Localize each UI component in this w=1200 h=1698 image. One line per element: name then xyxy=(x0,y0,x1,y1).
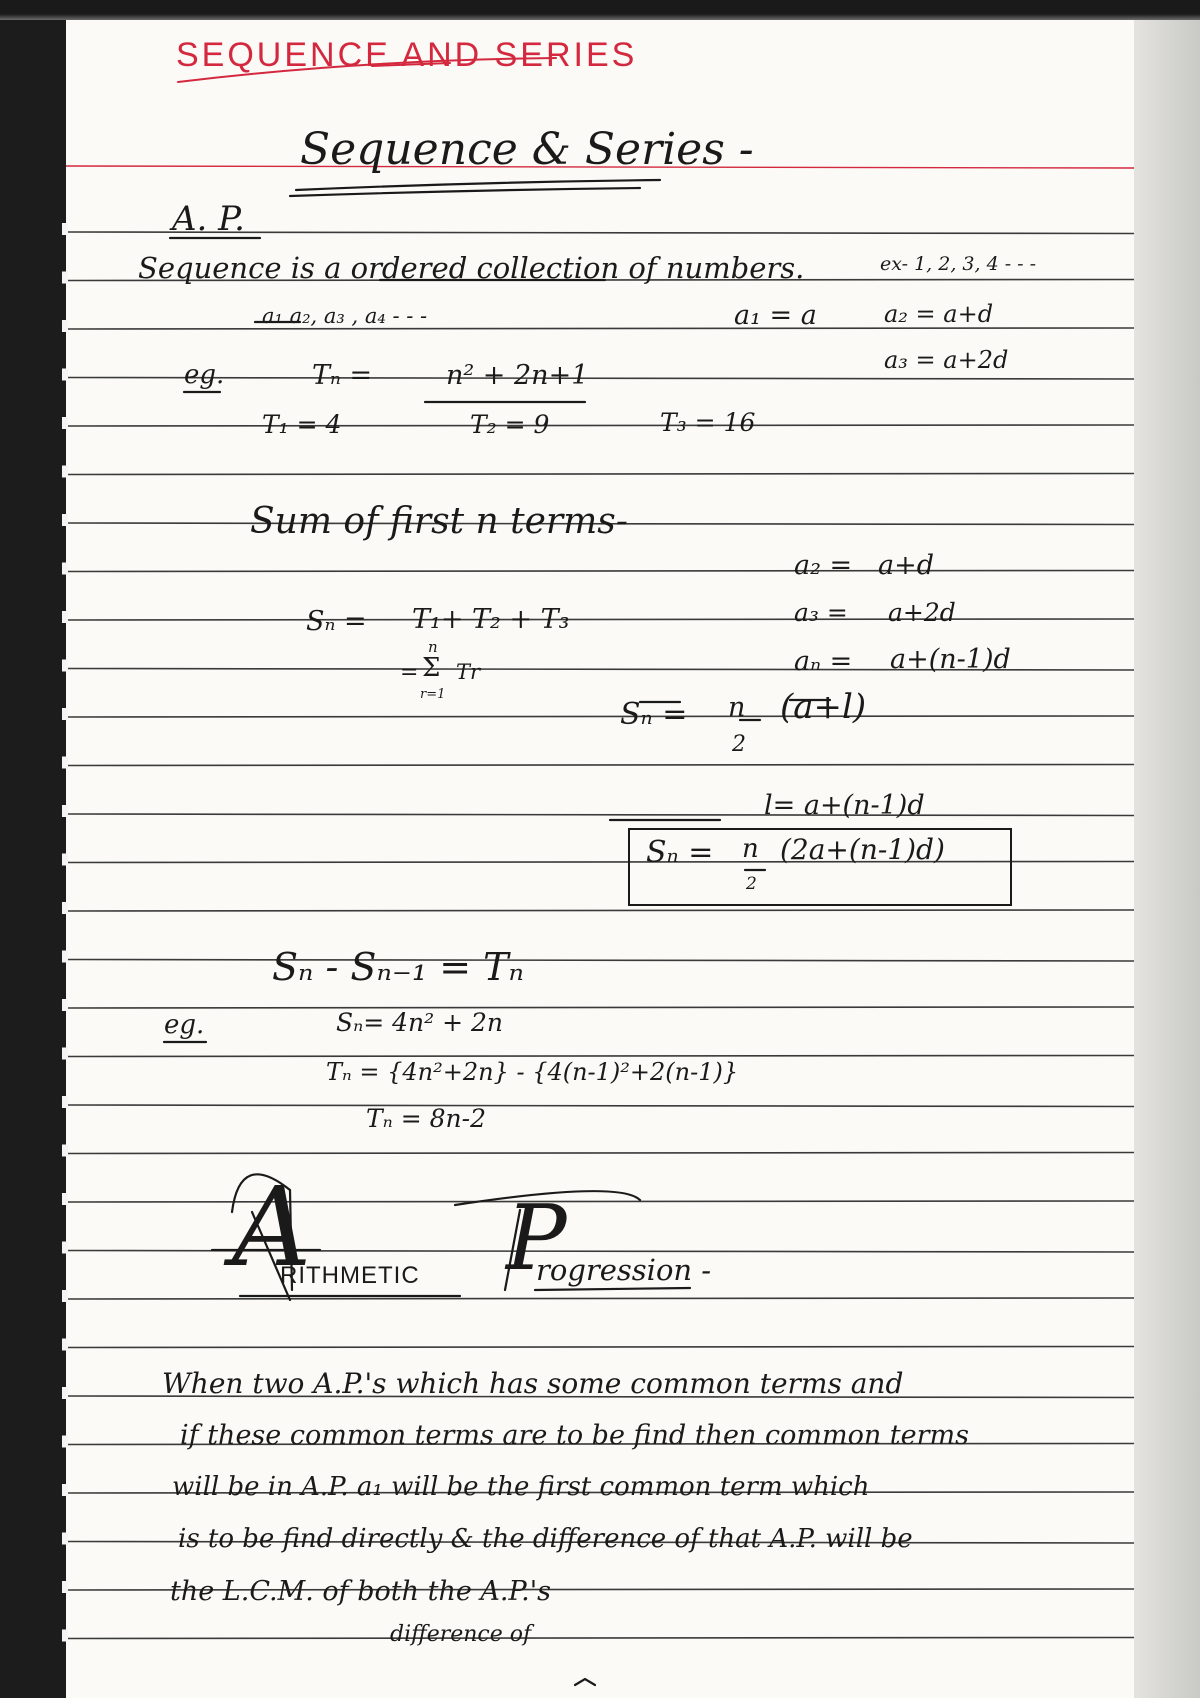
a3-label: a₃ = xyxy=(794,598,848,627)
terms-list: a₁ a₂, a₃ , a₄ - - - xyxy=(262,304,428,328)
tn-result: Tₙ = 8n-2 xyxy=(366,1104,487,1133)
ap-heading-rithmetic: RITHMETIC xyxy=(280,1262,420,1289)
sigma-term: Tr xyxy=(456,660,481,684)
header-title: SEQUENCE AND SERIES xyxy=(176,36,638,74)
a3-value: a+2d xyxy=(888,598,956,627)
sum-heading: Sum of first n terms- xyxy=(250,501,628,542)
sigma-upper: n xyxy=(428,638,438,656)
sn-formula-lhs: Sₙ = xyxy=(620,697,688,732)
paragraph-line-4: is to be find directly & the difference of that A.P. will be xyxy=(178,1524,913,1554)
definition-text: Sequence is a ordered collection of numbers. xyxy=(138,251,805,285)
a2-value: a+d xyxy=(878,550,935,581)
an-label: aₙ = xyxy=(794,646,853,677)
tn-derivation: Tₙ = {4n²+2n} - {4(n-1)²+2(n-1)} xyxy=(326,1058,739,1086)
boxed-sn-lhs: Sₙ = xyxy=(646,835,714,870)
sn-expression: T₁+ T₂ + T₃ xyxy=(412,604,570,635)
a2-formula-top: a₂ = a+d xyxy=(884,300,994,328)
ap-heading-big-p: P xyxy=(506,1186,567,1291)
sn-formula-num: n xyxy=(728,692,746,723)
insert-caret xyxy=(575,1679,595,1685)
ap-heading-big-a: A xyxy=(232,1163,312,1291)
a2-label: a₂ = xyxy=(794,550,853,581)
sigma-lower: r=1 xyxy=(420,687,446,702)
t2-value: T₂ = 9 xyxy=(470,410,550,439)
sn-label: Sₙ = xyxy=(306,606,367,637)
sn-formula-rhs: (a+l) xyxy=(780,687,867,727)
boxed-sn-den: 2 xyxy=(746,874,757,894)
paragraph-line-2: if these common terms are to be find then common terms xyxy=(180,1420,969,1451)
t1-value: T₁ = 4 xyxy=(262,410,342,439)
example2-label: eg. xyxy=(164,1010,205,1040)
paragraph-line-5: the L.C.M. of both the A.P.'s xyxy=(170,1576,552,1607)
page-title: Sequence & Series - xyxy=(300,124,754,175)
tn-expression: n² + 2n+1 xyxy=(446,360,589,391)
boxed-sn-formula xyxy=(628,828,1012,906)
title-underline-2 xyxy=(290,188,640,196)
a1-formula: a₁ = a xyxy=(734,300,817,331)
sigma-eq: = xyxy=(400,660,419,685)
ap-label: A. P. xyxy=(172,199,245,239)
sigma-symbol: Σ xyxy=(422,653,441,683)
paragraph-insert: difference of xyxy=(390,1622,532,1647)
relation-formula: Sₙ - Sₙ₋₁ = Tₙ xyxy=(272,945,524,989)
a3-formula-top: a₃ = a+2d xyxy=(884,346,1009,374)
example1-label: eg. xyxy=(184,360,225,390)
l-formula: l= a+(n-1)d xyxy=(764,790,925,821)
boxed-sn-num: n xyxy=(742,834,759,864)
paragraph-line-1: When two A.P.'s which has some common terms and xyxy=(162,1367,904,1400)
sn-given: Sₙ= 4n² + 2n xyxy=(336,1008,504,1037)
t3-value: T₃ = 16 xyxy=(660,408,756,437)
definition-example: ex- 1, 2, 3, 4 - - - xyxy=(880,253,1037,275)
an-value: a+(n-1)d xyxy=(890,644,1011,675)
sn-formula-den: 2 xyxy=(732,732,746,757)
tn-label: Tₙ = xyxy=(312,360,373,391)
boxed-sn-rhs: (2a+(n-1)d) xyxy=(780,833,945,866)
ap-heading-rogression: rogression - xyxy=(536,1253,712,1287)
paragraph-line-3: will be in A.P. a₁ will be the first common term which xyxy=(172,1472,870,1502)
